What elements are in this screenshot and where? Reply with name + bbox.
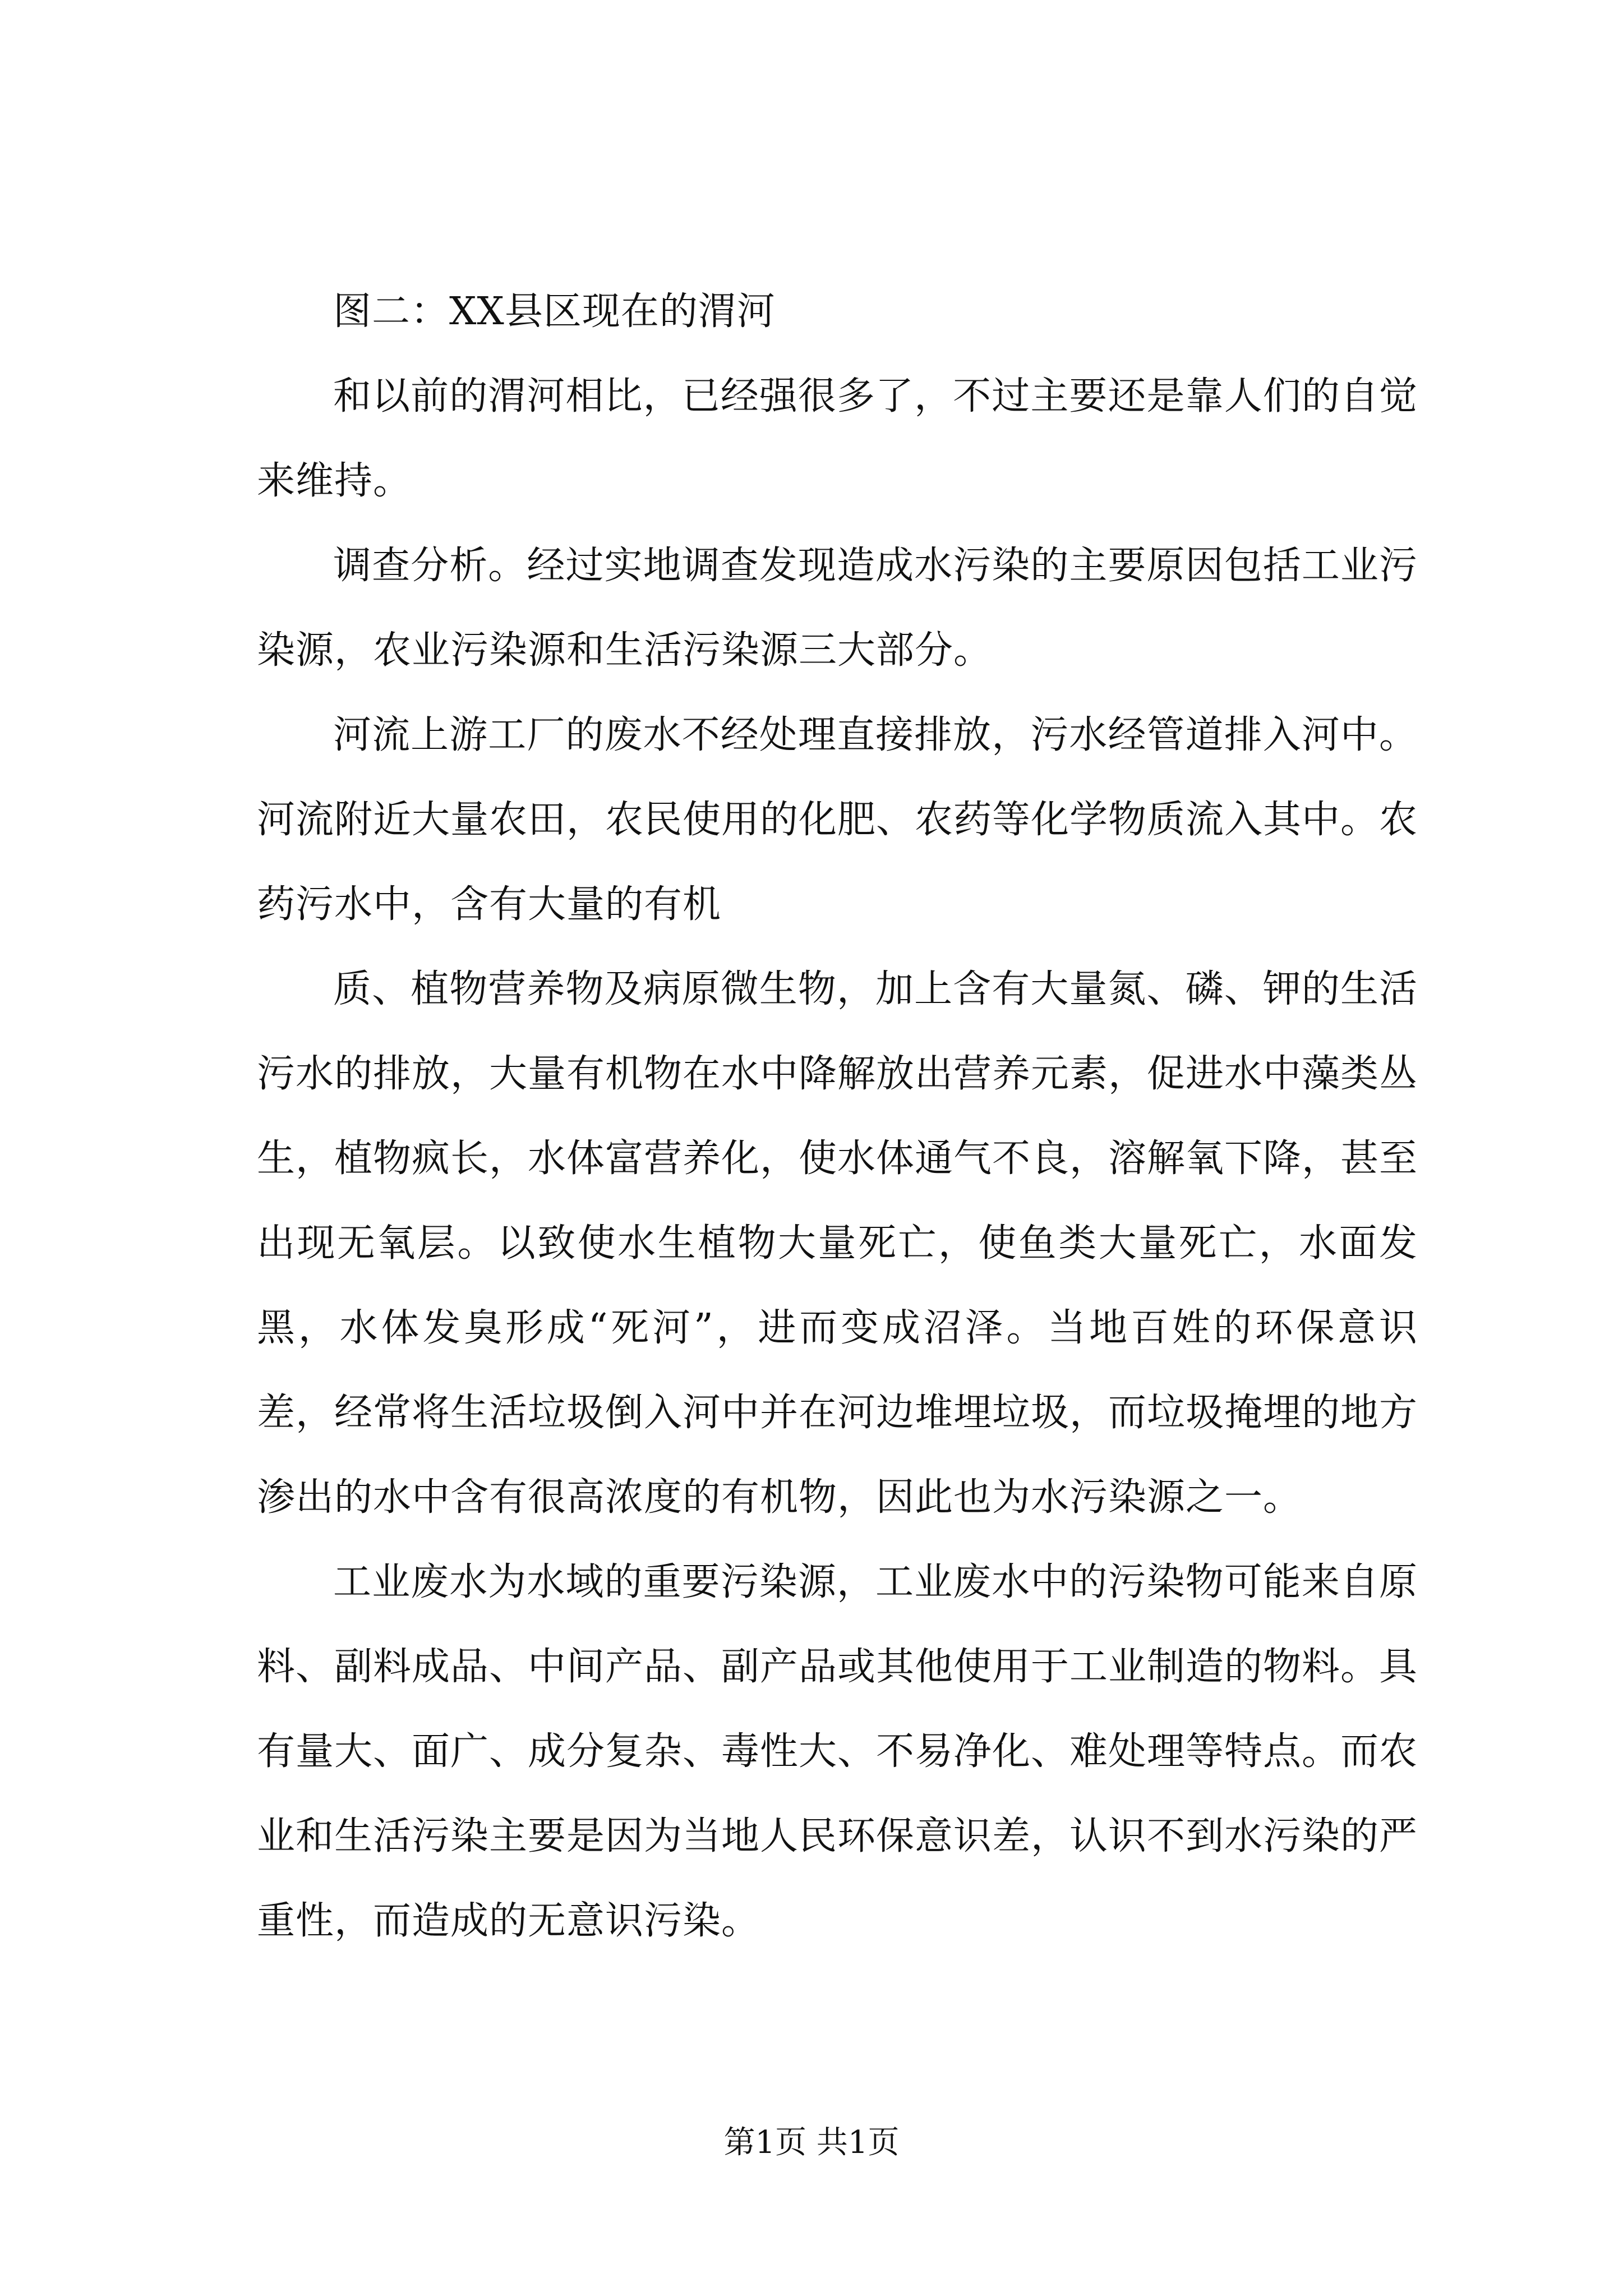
figure-caption: 图二：XX县区现在的渭河	[333, 289, 776, 334]
paragraph: 工业废水为水域的重要污染源，工业废水中的污染物可能来自原料、副料成品、中间产品、副产品或其他使用于工业制造的物料。具有量大、面广、成分复杂、毒性大、不易净化、难处理等特点。而农业和生活污染主要是因为当地人民环保意识差，认识不到水污染的严重性，而造成的无意识污染。	[257, 1560, 1418, 1943]
paragraph: 调查分析。经过实地调查发现造成水污染的主要原因包括工业污染源，农业污染源和生活污染源三大部分。	[257, 544, 1418, 673]
paragraph: 河流上游工厂的废水不经处理直接排放，污水经管道排入河中。河流附近大量农田，农民使用的化肥、农药等化学物质流入其中。农药污水中，含有大量的有机	[257, 713, 1418, 927]
paragraph: 和以前的渭河相比，已经强很多了，不过主要还是靠人们的自觉来维持。	[257, 374, 1418, 503]
paragraph: 质、植物营养物及病原微生物，加上含有大量氮、磷、钾的生活污水的排放，大量有机物在水中降解放出营养元素，促进水中藻类丛生，植物疯长，水体富营养化，使水体通气不良，溶解氧下降，甚至出现无氧层。以致使水生植物大量死亡，使鱼类大量死亡，水面发黑，水体发臭形成“死河”，进而变成沼泽。当地百姓的环保意识差，经常将生活垃圾倒入河中并在河边堆埋垃圾，而垃圾掩埋的地方渗出的水中含有很高浓度的有机物，因此也为水污染源之一。	[257, 967, 1418, 1520]
body-text	[257, 269, 1418, 1963]
page-footer: 第1页 共1页	[723, 2124, 900, 2161]
